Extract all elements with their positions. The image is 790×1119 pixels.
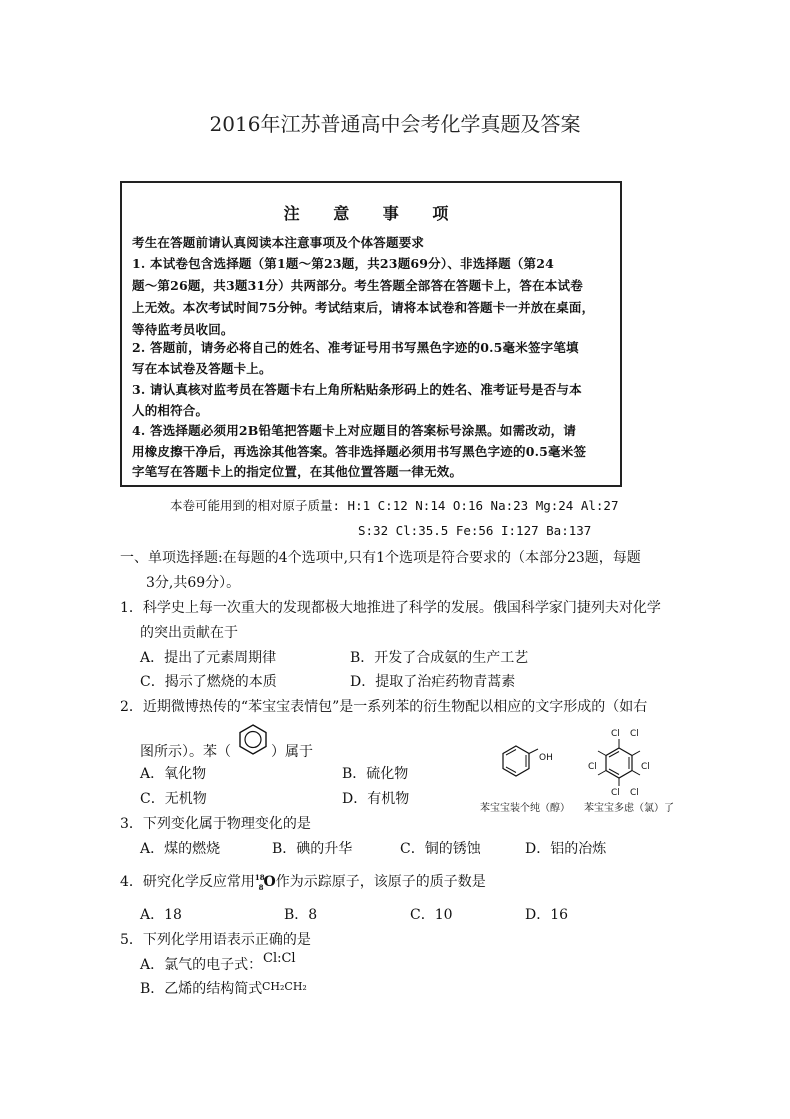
q1-option-c: C．揭示了燃烧的本质 [140,674,277,690]
notice-line: 等待监考员收回。 [132,322,234,337]
isotope-o18 [255,874,276,890]
q5-option-b: B．乙烯的结构简式 [140,981,263,997]
isotope-symbol: O [263,874,276,890]
atomic-masses-line1: 本卷可能用到的相对原子质量: H:1 C:12 N:14 O:16 Na:23 Mg:24 Al:27 [170,498,619,513]
q2-option-b: B．硫化物 [342,766,409,782]
notice-line: 3. 请认真核对监考员在答题卡右上角所粘贴条形码上的姓名、准考证号是否与本 [132,382,582,397]
q2-stem-cont-a: 图所示）。苯（ [140,744,231,760]
q3-option-d: D．铝的冶炼 [525,841,607,857]
q4-stem-a: 4．研究化学反应常用 [120,874,255,890]
notice-line: 用橡皮擦干净后，再选涂其他答案。答非选择题必须用书写黑色字迹的0.5毫米签 [132,444,587,459]
hexachlorobenzene-caption: 苯宝宝多虑（氯）了 [584,803,674,814]
notice-line: 4. 答选择题必须用2B铅笔把答题卡上对应题目的答案标号涂黑。如需改动，请 [132,423,577,438]
notice-line: 1. 本试卷包含选择题（第1题～第23题，共23题69分）、非选择题（第24 [132,256,555,271]
phenol-molecule [503,746,538,776]
page-title: 2016年江苏普通高中会考化学真题及答案 [209,112,581,136]
cl-label: Cl [641,762,650,772]
atomic-masses-line2: S:32 Cl:35.5 Fe:56 I:127 Ba:137 [358,523,592,538]
q1-option-a: A．提出了元素周期律 [140,650,277,666]
q4-option-c: C．10 [410,907,453,923]
q4-option-a: A．18 [140,907,182,923]
q1-option-d: D．提取了治疟药物青蒿素 [350,674,516,690]
q4-option-b: B．8 [284,907,318,923]
isotope-mass: 18 [254,873,265,882]
cl-label: Cl [611,788,620,798]
q2-stem-cont-b: ）属于 [271,744,313,760]
q5-option-b-formula: CH₂CH₂ [262,980,307,993]
phenol-caption: 苯宝宝装个纯（醇） [480,803,570,814]
cl-label: Cl [630,729,639,739]
q2-stem: 2．近期微博热传的“苯宝宝表情包”是一系列苯的衍生物配以相应的文字形成的（如右 [120,699,648,715]
q5-stem: 5．下列化学用语表示正确的是 [120,932,311,948]
cl-label: Cl [588,762,597,772]
notice-line: 写在本试卷及答题卡上。 [132,361,272,376]
hexachlorobenzene-molecule [598,739,640,786]
cl-label: Cl [630,788,639,798]
q2-option-c: C．无机物 [140,791,207,807]
notice-heading: 注 意 事 项 [283,204,463,223]
notice-line: 人的相符合。 [132,403,209,418]
q4-option-d: D．16 [525,907,569,923]
q3-option-c: C．铜的锈蚀 [400,841,481,857]
q1-option-b: B．开发了合成氨的生产工艺 [350,650,529,666]
q3-option-b: B．碘的升华 [272,841,353,857]
notice-line: 2. 答题前，请务必将自己的姓名、准考证号用书写黑色字迹的0.5毫米签字笔填 [132,340,579,355]
section-heading: 一、单项选择题:在每题的4个选项中,只有1个选项是符合要求的（本部分23题，每题 [120,550,641,566]
notice-line: 题～第26题，共3题31分）共两部分。考生答题全部答在答题卡上，答在本试卷 [132,278,583,293]
q2-figure [480,729,674,814]
q5-option-a-formula: Cl:Cl [263,951,296,966]
q2-option-a: A．氧化物 [140,766,207,782]
notice-box [120,181,622,487]
phenol-oh-label: OH [539,753,553,763]
notice-line: 考生在答题前请认真阅读本注意事项及个体答题要求 [132,235,425,250]
q3-option-a: A．煤的燃烧 [140,841,221,857]
q1-stem-cont: 的突出贡献在于 [140,625,238,641]
q2-option-d: D．有机物 [342,791,410,807]
q3-stem: 3．下列变化属于物理变化的是 [120,816,311,832]
q1-stem: 1．科学史上每一次重大的发现都极大地推进了科学的发展。俄国科学家门捷列夫对化学 [120,600,661,616]
q4-stem [120,871,486,891]
q4-stem-b: 作为示踪原子，该原子的质子数是 [275,874,486,890]
isotope-atomic-number: 8 [258,883,264,892]
notice-line: 上无效。本次考试时间75分钟。考试结束后，请将本试卷和答题卡一并放在桌面， [132,300,595,315]
section-heading-cont: 3分,共69分）。 [146,575,241,591]
notice-line: 字笔写在答题卡上的指定位置，在其他位置答题一律无效。 [132,464,463,479]
cl-label: Cl [611,729,620,739]
q5-option-a: A．氯气的电子式： [140,957,263,973]
benzene-ring-icon [236,723,270,755]
